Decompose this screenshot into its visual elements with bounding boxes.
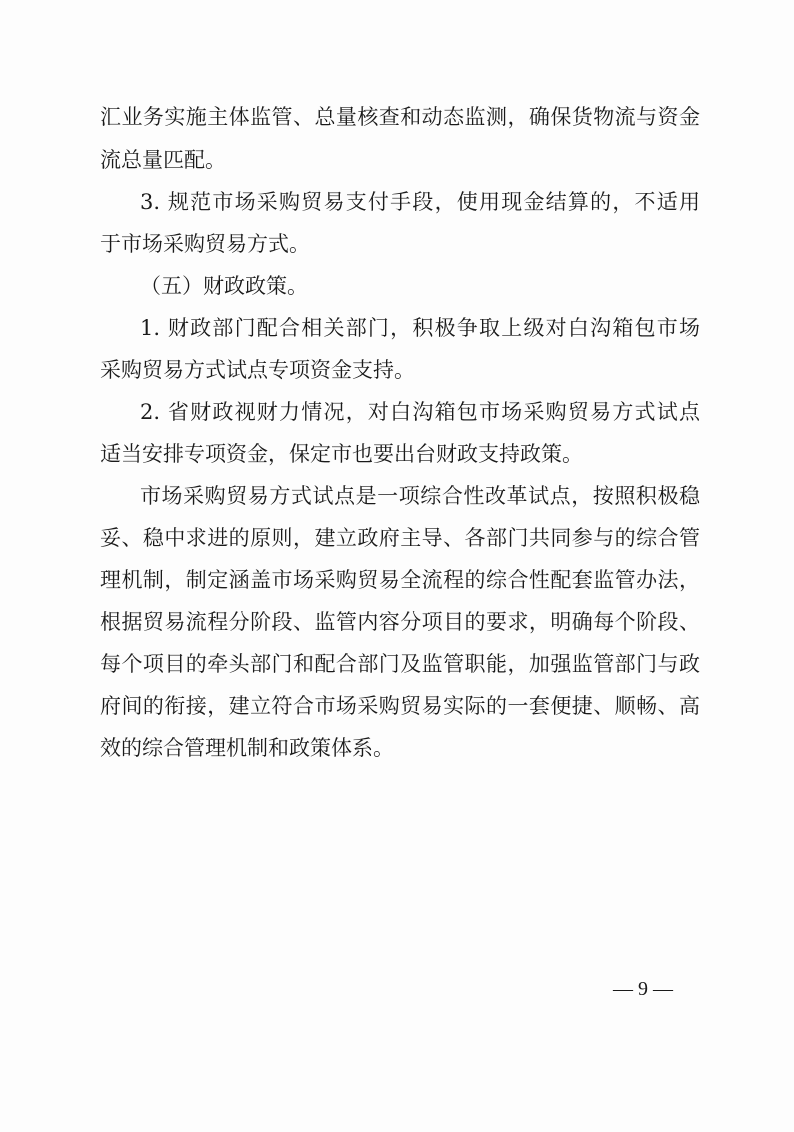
page-number: — 9 — <box>613 978 673 1000</box>
text-line-3: 3. 规范市场采购贸易支付手段，使用现金结算的，不适用 <box>140 190 700 214</box>
text-line-8: 2. 省财政视财力情况，对白沟箱包市场采购贸易方式试点 <box>140 400 700 424</box>
text-line-15: 府间的衔接，建立符合市场采购贸易实际的一套便捷、顺畅、高 <box>100 694 700 718</box>
text-line-2: 流总量匹配。 <box>100 148 226 172</box>
text-line-12: 理机制，制定涵盖市场采购贸易全流程的综合性配套监管办法， <box>100 568 700 592</box>
text-line-6: 1. 财政部门配合相关部门，积极争取上级对白沟箱包市场 <box>140 316 700 340</box>
text-line-10: 市场采购贸易方式试点是一项综合性改革试点，按照积极稳 <box>140 484 700 508</box>
section-heading: （五）财政政策。 <box>140 274 308 298</box>
text-line-1: 汇业务实施主体监管、总量核查和动态监测，确保货物流与资金 <box>100 105 700 129</box>
text-line-11: 妥、稳中求进的原则，建立政府主导、各部门共同参与的综合管 <box>100 526 700 550</box>
text-line-4: 于市场采购贸易方式。 <box>100 232 310 256</box>
text-line-14: 每个项目的牵头部门和配合部门及监管职能，加强监管部门与政 <box>100 652 700 676</box>
text-line-9: 适当安排专项资金，保定市也要出台财政支持政策。 <box>100 442 583 466</box>
text-line-7: 采购贸易方式试点专项资金支持。 <box>100 358 415 382</box>
text-line-16: 效的综合管理机制和政策体系。 <box>100 736 394 760</box>
text-line-13: 根据贸易流程分阶段、监管内容分项目的要求，明确每个阶段、 <box>100 610 700 634</box>
